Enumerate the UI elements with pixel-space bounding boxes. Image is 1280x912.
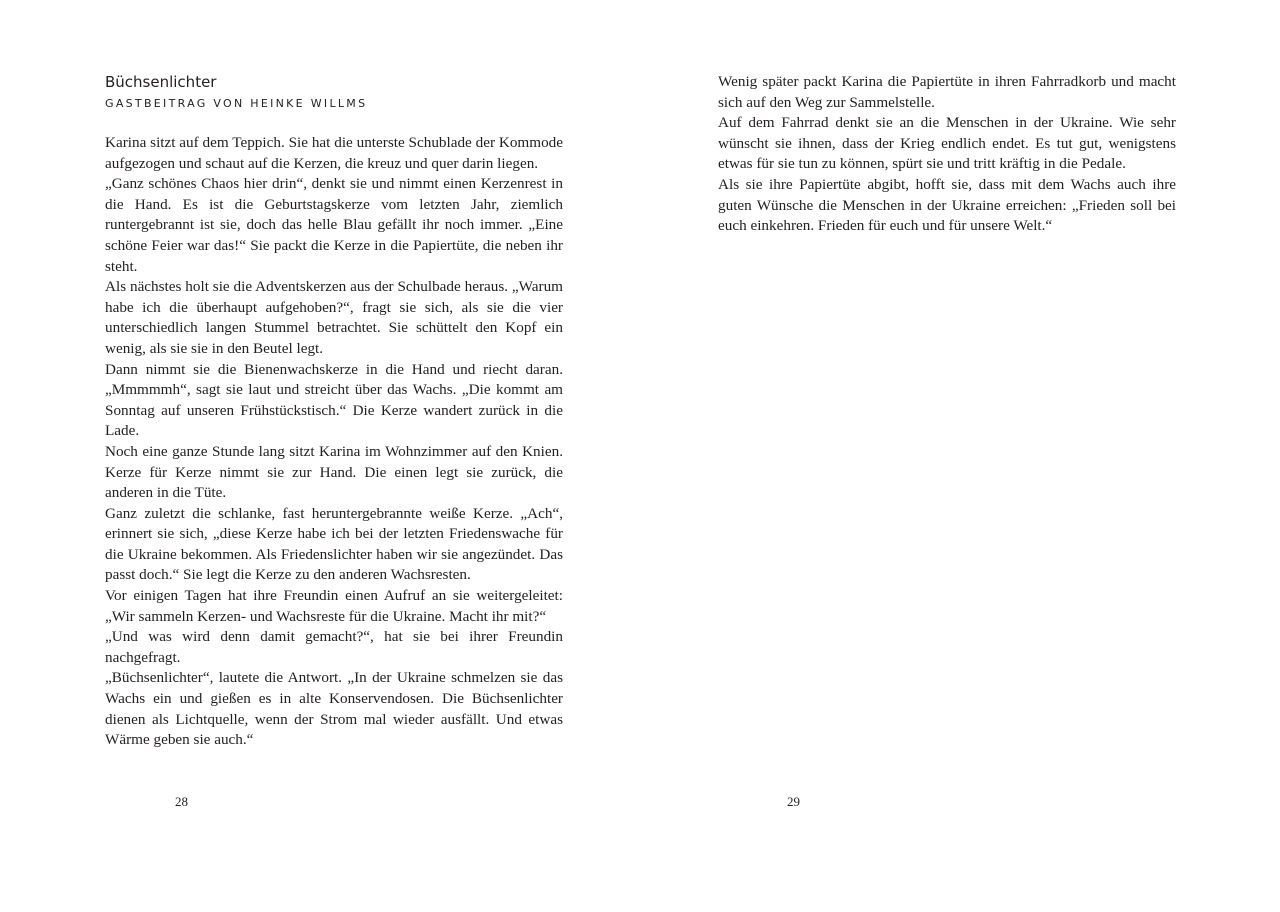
paragraph: Als nächstes holt sie die Adventskerzen aus der Schulbade heraus. „Warum habe ich die überhaupt aufgehoben?“, fragt sie sich, als sie die vier unterschiedlich langen Stummel betrachtet. Sie schüttelt den Kopf ein wenig, als sie sie in den Beutel legt. bbox=[105, 278, 563, 357]
paragraph: Als sie ihre Papiertüte abgibt, hofft sie, dass mit dem Wachs auch ihre guten Wünsche die Menschen in der Ukraine erreichen: „Frieden soll bei euch einkehren. Frieden für euch und für unsere Welt.“ bbox=[718, 175, 1176, 235]
paragraph: „Und was wird denn damit gemacht?“, hat sie bei ihrer Freundin nachgefragt. bbox=[105, 628, 563, 666]
page-number-left: 28 bbox=[175, 794, 188, 809]
paragraph: „Büchsenlichter“, lautete die Antwort. „In der Ukraine schmelzen sie das Wachs ein und gießen es in alte Konservendosen. Die Büchsenlichter dienen als Lichtquelle, wenn der Strom mal wieder ausfällt. Und etwas Wärme geben sie auch.“ bbox=[105, 669, 563, 749]
paragraph: Wenig später packt Karina die Papiertüte in ihren Fahrradkorb und macht sich auf den Weg zur Sammelstelle. bbox=[718, 73, 1176, 111]
paragraph: Vor einigen Tagen hat ihre Freundin einen Aufruf an sie weitergeleitet: „Wir sammeln Kerzen- und Wachsreste für die Ukraine. Macht ihr mit?“ bbox=[105, 587, 563, 625]
paragraph: Ganz zuletzt die schlanke, fast heruntergebrannte weiße Kerze. „Ach“, erinnert sie sich, „diese Kerze habe ich bei der letzten Friedenswache für die Ukraine bekommen. Als Friedenslichter haben wir sie angezündet. Das passt doch.“ Sie legt die Kerze zu den anderen Wachsresten. bbox=[105, 504, 563, 584]
author-byline: GASTBEITRAG VON HEINKE WILLMS bbox=[105, 97, 368, 110]
left-page-body bbox=[105, 133, 563, 751]
right-page-body bbox=[718, 72, 1176, 237]
paragraph: Auf dem Fahrrad denkt sie an die Menschen in der Ukraine. Wie sehr wünscht sie ihnen, dass der Krieg endlich endet. Es tut gut, wenigstens etwas für sie tun zu können, spürt sie und tritt kräftig in die Pedale. bbox=[718, 114, 1176, 173]
story-title: Büchsenlichter bbox=[105, 73, 217, 91]
paragraph: Dann nimmt sie die Bienenwachskerze in die Hand und riecht daran. „Mmmmmh“, sagt sie laut und streicht über das Wachs. „Die kommt am Sonntag auf unseren Frühstückstisch.“ Die Kerze wandert zurück in die Lade. bbox=[105, 360, 563, 440]
page-number-right: 29 bbox=[787, 794, 800, 809]
paragraph: Karina sitzt auf dem Teppich. Sie hat die unterste Schublade der Kommode aufgezogen und schaut auf die Kerzen, die kreuz und quer darin liegen. bbox=[105, 134, 563, 172]
paragraph: „Ganz schönes Chaos hier drin“, denkt sie und nimmt einen Kerzenrest in die Hand. Es ist die Geburtstagskerze vom letzten Jahr, ziemlich runtergebrannt ist sie, doch das helle Blau gefällt ihr noch immer. „Eine schöne Feier war das!“ Sie packt die Kerze in die Papiertüte, die neben ihr steht. bbox=[105, 175, 563, 275]
paragraph: Noch eine ganze Stunde lang sitzt Karina im Wohnzimmer auf den Knien. Kerze für Kerze nimmt sie zur Hand. Die einen legt sie zurück, die anderen in die Tüte. bbox=[105, 442, 563, 502]
